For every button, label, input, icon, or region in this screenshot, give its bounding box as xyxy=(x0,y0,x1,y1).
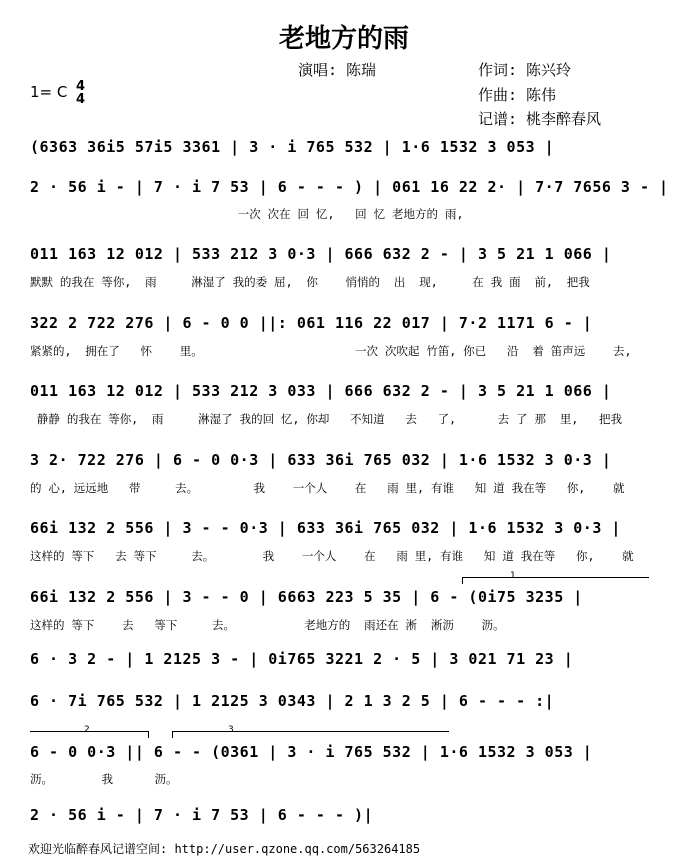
music-line-6: 3 2· 722 276 | 6 - 0 0·3 | 633 36i 765 032 | 1·6 1532 3 0·3 | xyxy=(30,451,612,469)
singer-credit: 演唱: 陈瑞 xyxy=(298,61,377,79)
lyric-line-4: 紧紧的, 拥在了 怀 里。 一次 次吹起 竹笛, 你已 沿 着 笛声远 去, xyxy=(30,344,632,358)
music-line-12: 2 · 56 i - | 7 · i 7 53 | 6 - - - )| xyxy=(30,806,374,824)
music-line-3: 011 163 12 012 | 533 212 3 0·3 | 666 632 2 - | 3 5 21 1 066 | xyxy=(30,245,612,263)
music-line-11: 6 - 0 0·3 || 6 - - (0361 | 3 · i 765 532 | 1·6 1532 3 053 | xyxy=(30,743,593,761)
volta-number-1: 1 xyxy=(510,571,516,581)
music-line-8: 66i 132 2 556 | 3 - - 0 | 6663 223 5 35 | 6 - (0i75 3235 | xyxy=(30,588,583,606)
music-line-5: 011 163 12 012 | 533 212 3 033 | 666 632 2 - | 3 5 21 1 066 | xyxy=(30,382,612,400)
footer-link-text: 欢迎光临醉春风记谱空间: http://user.qzone.qq.com/563264185 xyxy=(28,842,421,856)
volta-bracket-1 xyxy=(462,577,649,584)
lyric-line-8: 这样的 等下 去 等下 去。 老地方的 雨还在 淅 淅沥 沥。 xyxy=(30,618,505,632)
music-line-10: 6 · 7i 765 532 | 1 2125 3 0343 | 2 1 3 2 5 | 6 - - - :| xyxy=(30,692,555,710)
time-signature-bottom: 4 xyxy=(76,92,86,107)
music-line-7: 66i 132 2 556 | 3 - - 0·3 | 633 36i 765 032 | 1·6 1532 3 0·3 | xyxy=(30,519,621,537)
lyric-line-5: 静静 的我在 等你, 雨 淋湿了 我的回 忆, 你却 不知道 去 了, 去 了 那 里, 把我 xyxy=(30,412,623,426)
volta-bracket-3 xyxy=(172,731,449,738)
time-signature xyxy=(76,80,85,106)
music-line-4: 322 2 722 276 | 6 - 0 0 ||: 061 116 22 017 | 7·2 1171 6 - | xyxy=(30,314,593,332)
music-line-9: 6 · 3 2 - | 1 2125 3 - | 0i765 3221 2 · 5 | 3 021 71 23 | xyxy=(30,650,574,668)
lyric-line-11: 沥。 我 沥。 xyxy=(30,772,178,786)
song-title: 老地方的雨 xyxy=(278,24,409,54)
composer-credit: 作曲: 陈伟 xyxy=(478,86,557,104)
lyric-line-7: 这样的 等下 去 等下 去。 我 一个人 在 雨 里, 有谁 知 道 我在等 你, 就 xyxy=(30,549,634,563)
lyricist-credit: 作词: 陈兴玲 xyxy=(478,61,572,79)
volta-number-2: 2 xyxy=(84,725,90,735)
transcriber-credit: 记谱: 桃李醉春风 xyxy=(478,110,602,128)
time-signature-top: 4 xyxy=(76,79,86,94)
lyric-line-6: 的 心, 远远地 带 去。 我 一个人 在 雨 里, 有谁 知 道 我在等 你, 就 xyxy=(30,481,625,495)
key-signature: 1= C xyxy=(30,83,68,101)
lyric-line-2: 一次 次在 回 忆, 回 忆 老地方的 雨, xyxy=(30,207,464,221)
music-line-2: 2 · 56 i - | 7 · i 7 53 | 6 - - - ) | 061 16 22 2· | 7·7 7656 3 - | xyxy=(30,178,669,196)
music-line-1: (6363 36i5 57i5 3361 | 3 · i 765 532 | 1·6 1532 3 053 | xyxy=(30,138,555,156)
lyric-line-3: 默默 的我在 等你, 雨 淋湿了 我的委 屈, 你 悄悄的 出 现, 在 我 面 前, 把我 xyxy=(30,275,590,289)
volta-number-3: 3 xyxy=(228,725,234,735)
